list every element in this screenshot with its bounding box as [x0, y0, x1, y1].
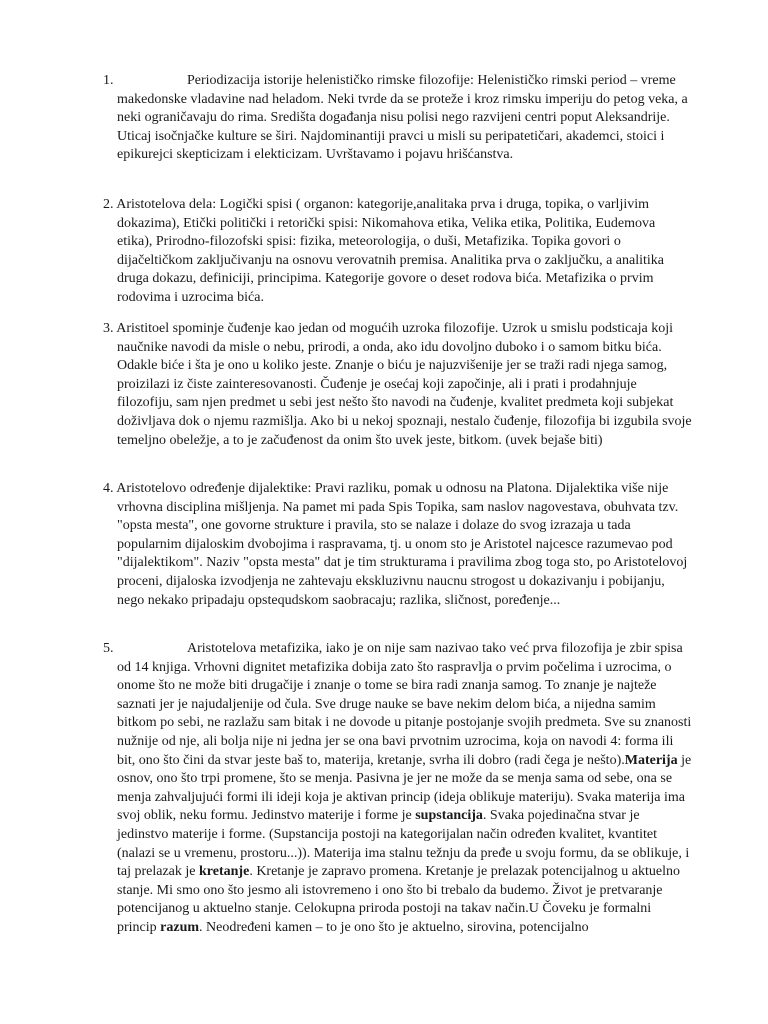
term-supstancija: supstancija [415, 808, 483, 824]
paragraph-5 [103, 640, 693, 938]
paragraph-2 [103, 196, 693, 308]
item-number: 2. [103, 197, 114, 212]
list-item-5 [103, 640, 693, 938]
list-item-2 [103, 196, 693, 308]
term-razum: razum [160, 919, 200, 935]
item-number: 3. [103, 321, 114, 336]
item-number: 5. [103, 641, 114, 656]
paragraph-4 [103, 480, 693, 610]
list-item-1 [103, 72, 693, 165]
term-kretanje: kretanje [199, 864, 250, 880]
paragraph-text: Aristitoel spominje čuđenje kao jedan od mogućih uzroka filozofije. Uzrok u smislu podsticaja koji naučnike navodi da misle o nebu, prirodi, a onda, ako idu dovoljno duboko i o samom bitku bića. Odakle biće i šta je ono u koliko jeste. Znanje o biću je najuzvišenije jer se traži radi njega samog, proizilazi iz čiste zainteresovanosti. Čuđenje je osećaj koji započinje, ali i prati i prodahnjuje filozofiju, sam njen predmet u sebi jest nešto što navodi na čuđenje, kvalitet predmeta koji subjekat doživljava dok o njemu razmišlja. Ako bi u nekoj spoznaji, nestalo čuđenje, filozofija bi izgubila svoje temeljno obeležje, a to je začuđenost da onim što uvek jeste, bitkom. (uvek bejaše biti) [116, 321, 692, 448]
paragraph-3 [103, 320, 693, 450]
paragraph-text: Aristotelovo određenje dijalektike: Pravi razliku, pomak u odnosu na Platona. Dijalektika više nije vrhovna disciplina mišljenja. Na pamet mi pada Spis Topika, sam naslov nagovestava, obuhvata tzv. "opsta mesta", one govorne strukture i pravila, sto se nalaze i dolaze do svog izrazaja u tada popularnim dijaloskim dvobojima i raspravama, tj. u onom sto je Aristotel najcesce razumevao pod "dijalektikom". Naziv "opsta mesta" dat je tim strukturama i pravilima zbog toga sto, po Aristotelovoj proceni, dijaloska izvodjenja ne zahtevaju ekskluzivnu naucnu strogost u dokazivanju i pobijanju, nego nekako pripadaju opstequdskom saobracaju; razlika, sličnost, poređenje... [116, 481, 688, 608]
segment-0: Aristotelova metafizika, iako je on nije sam nazivao tako već prva filozofija je zbir spisa od 14 knjiga. Vrhovni dignitet metafizika dobija zato što raspravlja o prvim počelima i uzrocima, o onome što ne može biti drugačije i znanje o tome se bira radi znanja samog. To znanje je najteže saznati jer je najudaljenije od čula. Sve druge nauke se bave nekim delom bića, a nijedna samim bitkom po sebi, ne razlažu sam bitak i ne dovode u pitanje postojanje svojih predmeta. Sve su znanosti nužnije od nje, ali bolja nije ni jedna jer se ona bavi prvotnim uzrocima, koja on navodi 4: forma ili bit, ono što čini da stvar jeste baš to, materija, kretanje, svrha ili dobro (radi čega je nešto). [117, 641, 692, 768]
segment-6: . Kretanje je zapravo promena. Kretanje je prelazak potencijalnog u aktuelno stanje. Mi smo ono što jesmo ali istovremeno i ono što bi trebalo da budemo. Život je pretvaranje potencijanog u aktuelno stanje. Celokupna priroda postoji na takav način.U Čoveku je formalni princip [117, 864, 681, 935]
paragraph-1 [103, 72, 693, 165]
item-number: 4. [103, 481, 114, 496]
list-item-3 [103, 320, 693, 450]
paragraph-text: Aristotelova dela: Logički spisi ( organon: kategorije,analitaka prva i druga, topika, o varljivim dokazima), Etički politički i retorički spisi: Nikomahova etika, Velika etika, Politika, Eudemova etika), Prirodno-filozofski spisi: fizika, meteorologija, o duši, Metafizika. Topika govori o dijačeltičkom zaključivanju na osnovu verovatnih premisa. Analitika prva o zaključku, a analitika druga dokazu, definiciji, principima. Kategorije govore o deset rodova bića. Metafizika o prvim rodovima i uzrocima bića. [116, 197, 664, 305]
paragraph-text: Periodizacija istorije helenističko rimske filozofije: Helenističko rimski period – vreme makedonske vladavine nad heladom. Neki tvrde da se proteže i kroz rimsku imperiju do petog veka, a neki ograničavaju do rima. Središta događanja nisu polisi nego razvijeni centri poput Aleksandrije. Uticaj isočnjačke kulture se širi. Najdominantiji pravci u misli su peripatetičari, akademci, stoici i epikurejci skepticizam i elekticizam. Uvrštavamo i pojavu hrišćanstva. [117, 73, 688, 163]
list-item-4 [103, 480, 693, 610]
term-materija: Materija [624, 752, 678, 768]
segment-8: . Neodređeni kamen – to je ono što je aktuelno, sirovina, potencijalno [199, 919, 589, 935]
item-number: 1. [103, 73, 114, 88]
segment-4: . Svaka pojedinačna stvar je jedinstvo materije i forme. (Supstancija postoji na kategorijalan način određen kvalitet, kvantitet (nalazi se u vremenu, prostoru...)). Materija ima stalnu težnju da pređe u svoju formu, da se oblikuje, i taj prelazak je [117, 808, 690, 880]
segment-2: je osnov, ono što trpi promene, što se menja. Pasivna je jer ne može da se menja sama od sebe, ona se menja zahvaljujući formi ili ideji koja je aktivan princip (ideja oblikuje materiju). Svaka materija ima svoj oblik, neku formu. Jedinstvo materije i forme je [117, 752, 692, 824]
